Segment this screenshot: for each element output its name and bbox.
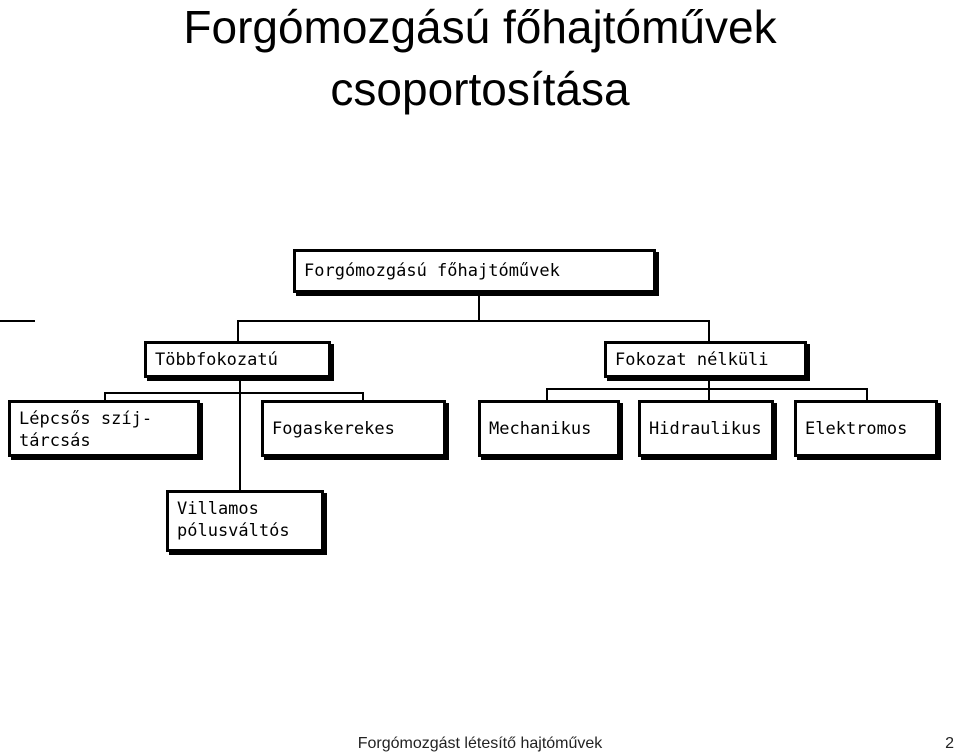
node-stageless: Fokozat nélküli [604,341,807,378]
node-geared: Fogaskerekes [261,400,446,457]
slide-title-line-2: csoportosítása [330,63,630,115]
connector-to-hydraulic [708,380,710,400]
node-hydraulic: Hidraulikus [638,400,774,457]
node-stepped-pulley: Lépcsős szíj- tárcsás [8,400,200,457]
node-mechanical: Mechanikus [478,400,620,457]
node-electric: Elektromos [794,400,938,457]
left-edge-line [0,320,35,322]
page-number: 2 [945,735,954,752]
connector-to-stepped-pulley [104,392,106,400]
connector-stageless-horizontal [546,388,868,390]
connector-to-electric [866,388,868,400]
connector-level1-horizontal [237,320,710,322]
node-pole-changing: Villamos pólusváltós [166,490,324,552]
slide-footer: Forgómozgást létesítő hajtóművek [357,735,603,752]
node-root: Forgómozgású főhajtóművek [293,249,656,293]
slide-title-line-1: Forgómozgású főhajtóművek [183,1,777,53]
connector-multi-stage-horizontal [104,392,364,394]
connector-root-down [478,293,480,320]
connector-to-stageless [708,320,710,341]
connector-to-multi-stage [237,320,239,341]
connector-to-pole-changing [239,381,241,490]
connector-to-geared [362,392,364,400]
node-multi-stage: Többfokozatú [144,341,331,378]
connector-to-mechanical [546,388,548,400]
